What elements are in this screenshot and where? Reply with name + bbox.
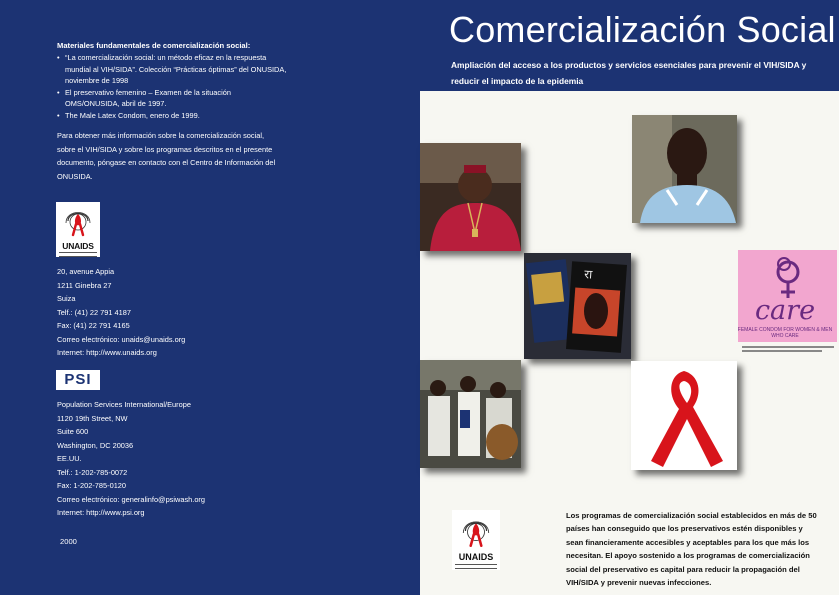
- address-line: EE.UU.: [57, 454, 82, 463]
- phone-line: Telf.: 1-202-785-0072: [57, 467, 128, 477]
- psi-logo: PSI: [56, 370, 100, 390]
- unaids-logo-front: [452, 510, 500, 570]
- front-cover-panel: [420, 0, 839, 595]
- address-line: Population Services International/Europe: [57, 400, 191, 409]
- un-emblem-icon: [459, 514, 493, 550]
- materials-title: Materiales fundamentales de comercialización social:: [57, 41, 251, 50]
- publication-year: 2000: [60, 537, 77, 546]
- address-line: 1211 Ginebra 27: [57, 280, 112, 290]
- email-line: Correo electrónico: unaids@unaids.org: [57, 334, 186, 344]
- title-band: [420, 0, 839, 91]
- unaids-wordmark: UNAIDS: [458, 552, 494, 562]
- photo-young-man: [632, 115, 737, 223]
- list-item: • El preservativo femenino – Examen de la situación OMS/ONUSIDA, abril de 1997.: [57, 87, 287, 110]
- more-info-text: Para obtener más información sobre la comercialización social, sobre el VIH/SIDA y sobre los programas descritos en el presente documento, póngase en contacto con el Centro de Información del ONUSIDA.: [57, 131, 276, 181]
- address-line: Suite 600: [57, 427, 89, 436]
- care-brand-tagline: FEMALE CONDOM FOR WOMEN & MEN WHO CARE: [737, 327, 833, 339]
- website-line: Internet: http://www.psi.org: [57, 508, 145, 517]
- unaids-address: [57, 265, 185, 360]
- psi-address: [57, 398, 205, 520]
- address-line: Suiza: [57, 294, 76, 303]
- website-line: Internet: http://www.unaids.org: [57, 348, 157, 357]
- cover-subtitle: Ampliación del acceso a los productos y servicios esenciales para prevenir el VIH/SIDA y reducir el impacto de la epidemia: [451, 60, 807, 86]
- list-item: • The Male Latex Condom, enero de 1999.: [57, 110, 287, 122]
- photo-bishop: [420, 143, 521, 251]
- address-line: Washington, DC 20036: [57, 440, 134, 450]
- svg-text:रा: रा: [583, 267, 593, 282]
- address-line: 1120 19th Street, NW: [57, 413, 128, 423]
- logo-strip: [455, 564, 497, 569]
- unaids-wordmark: UNAIDS: [62, 241, 94, 251]
- red-ribbon-icon: [631, 361, 737, 470]
- fax-line: Fax: 1-202-785-0120: [57, 481, 127, 490]
- photo-care-package: [736, 250, 839, 358]
- cover-title: Comercialización Social: [449, 9, 836, 50]
- fax-line: Fax: (41) 22 791 4165: [57, 321, 130, 330]
- un-emblem-icon: [62, 205, 94, 239]
- phone-line: Telf.: (41) 22 791 4187: [57, 307, 131, 317]
- materials-list: [57, 52, 287, 121]
- email-line: Correo electrónico: generalinfo@psiwash.org: [57, 494, 206, 504]
- logo-strip: [59, 252, 97, 257]
- list-item: • “La comercialización social: un método eficaz en la respuesta mundial al VIH/SIDA”. Colección “Prácticas óptimas” del ONUSIDA, noviembre de 1998: [57, 52, 287, 87]
- address-line: 20, avenue Appia: [57, 267, 115, 276]
- care-brand-word: care: [754, 295, 816, 326]
- photo-condom-packages: [524, 253, 631, 359]
- photo-students-group: [420, 360, 521, 468]
- photo-red-ribbon: [631, 361, 737, 470]
- cover-summary-text: Los programas de comercialización social establecidos en más de 50 países han conseguido que los preservativos estén disponibles y sean financieramente accesibles y aceptables para los que más los necesitan. El apoyo sostenido a los programas de comercialización social del preservativo es capital para reducir la propagación del VIH/SIDA y prevenir nuevas infecciones.: [566, 511, 817, 588]
- unaids-logo: [56, 202, 100, 257]
